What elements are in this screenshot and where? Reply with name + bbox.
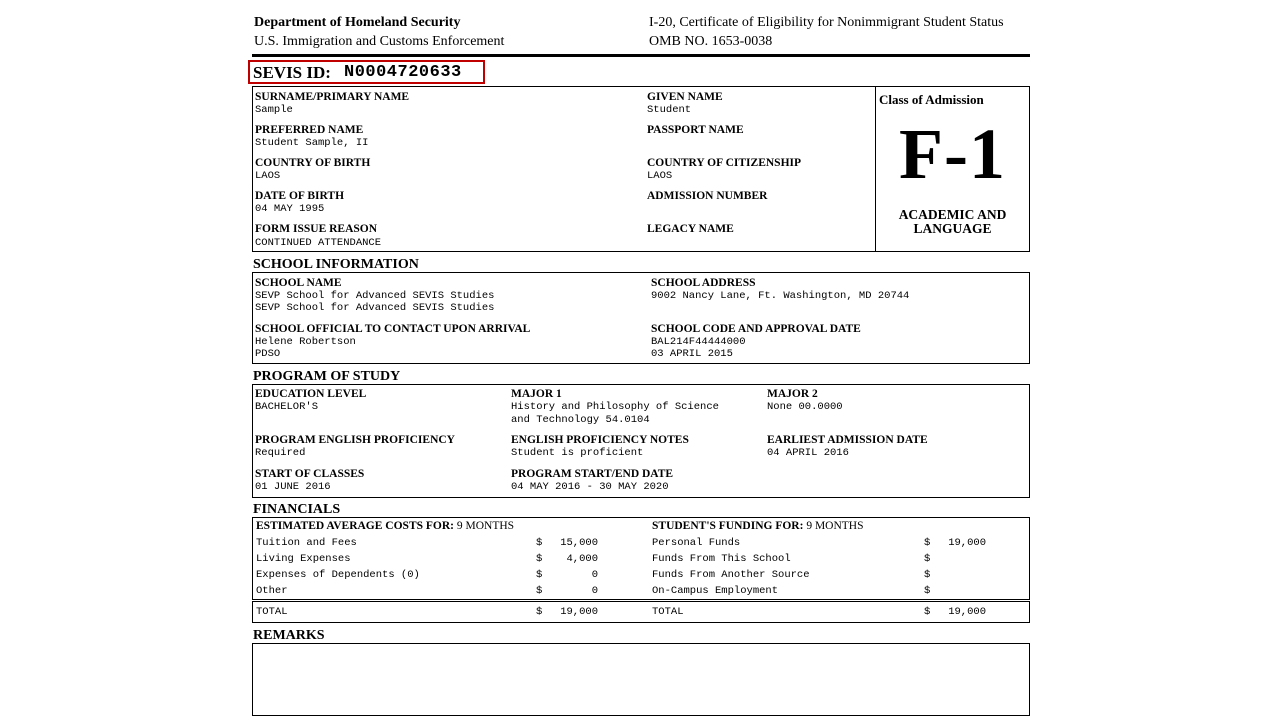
school-info-box <box>252 272 1030 364</box>
funding-row-amount: 19,000 <box>948 537 986 549</box>
cost-row-currency: $ <box>536 553 543 565</box>
major1-label: MAJOR 1 <box>511 388 562 400</box>
school-approval-date: 03 APRIL 2015 <box>651 348 733 360</box>
cost-row-label: Other <box>256 585 288 597</box>
english-notes-label: ENGLISH PROFICIENCY NOTES <box>511 434 689 446</box>
school-name-value-2: SEVP School for Advanced SEVIS Studies <box>255 302 495 314</box>
funding-total-label: TOTAL <box>652 606 684 618</box>
agency-name: Department of Homeland Security <box>254 15 461 30</box>
surname-value: Sample <box>255 104 293 116</box>
sub-agency-name: U.S. Immigration and Customs Enforcement <box>254 34 505 49</box>
start-of-classes-label: START OF CLASSES <box>255 468 365 480</box>
earliest-admission-value: 04 APRIL 2016 <box>767 447 849 459</box>
education-level-value: BACHELOR'S <box>255 401 319 413</box>
program-dates-value: 04 MAY 2016 - 30 MAY 2020 <box>511 481 669 493</box>
cost-row-currency: $ <box>536 585 543 597</box>
preferred-name-label: PREFERRED NAME <box>255 124 364 136</box>
admission-number-label: ADMISSION NUMBER <box>647 190 768 202</box>
funding-row-currency: $ <box>924 585 931 597</box>
country-of-birth-value: LAOS <box>255 170 281 182</box>
legacy-name-label: LEGACY NAME <box>647 223 734 235</box>
school-info-title: SCHOOL INFORMATION <box>253 257 419 272</box>
school-code-label: SCHOOL CODE AND APPROVAL DATE <box>651 323 861 335</box>
date-of-birth-value: 04 MAY 1995 <box>255 203 325 215</box>
sevis-id-value: N0004720633 <box>344 63 462 82</box>
cost-row-amount: 0 <box>591 585 598 597</box>
funding-row-currency: $ <box>924 569 931 581</box>
costs-header <box>256 520 514 532</box>
cost-row-amount: 4,000 <box>566 553 598 565</box>
financials-title: FINANCIALS <box>253 502 341 517</box>
program-dates-label: PROGRAM START/END DATE <box>511 468 674 480</box>
country-of-birth-label: COUNTRY OF BIRTH <box>255 157 371 169</box>
funding-row-label: Personal Funds <box>652 537 741 549</box>
date-of-birth-label: DATE OF BIRTH <box>255 190 345 202</box>
major2-value: None 00.0000 <box>767 401 843 413</box>
country-of-citizenship-value: LAOS <box>647 170 673 182</box>
funding-total-currency: $ <box>924 606 931 618</box>
costs-total-label: TOTAL <box>256 606 288 618</box>
major1-value-2: and Technology 54.0104 <box>511 414 650 426</box>
class-of-admission-title: Class of Admission <box>879 92 984 107</box>
school-name-value-1: SEVP School for Advanced SEVIS Studies <box>255 290 495 302</box>
cost-row-currency: $ <box>536 537 543 549</box>
major1-value-1: History and Philosophy of Science <box>511 401 719 413</box>
visa-class-value: F-1 <box>899 114 1006 194</box>
remarks-box <box>252 643 1030 716</box>
omb-number: OMB NO. 1653-0038 <box>649 34 773 49</box>
school-code-value: BAL214F44444000 <box>651 336 746 348</box>
funding-row-label: On-Campus Employment <box>652 585 779 597</box>
costs-total-currency: $ <box>536 606 543 618</box>
cost-row-label: Living Expenses <box>256 553 351 565</box>
funding-row-label: Funds From This School <box>652 553 791 565</box>
school-official-label: SCHOOL OFFICIAL TO CONTACT UPON ARRIVAL <box>255 323 531 335</box>
costs-total-amount: 19,000 <box>560 606 598 618</box>
cost-row-label: Expenses of Dependents (0) <box>256 569 420 581</box>
cost-row-currency: $ <box>536 569 543 581</box>
funding-row-currency: $ <box>924 537 931 549</box>
cost-row-amount: 15,000 <box>560 537 598 549</box>
passport-name-label: PASSPORT NAME <box>647 124 744 136</box>
class-category-line2: LANGUAGE <box>913 221 992 236</box>
financials-total-box <box>252 601 1030 623</box>
preferred-name-value: Student Sample, II <box>255 137 369 149</box>
header-rule <box>252 54 1030 57</box>
funding-header-period: 9 MONTHS <box>806 520 864 532</box>
funding-header-label: STUDENT'S FUNDING FOR: <box>652 520 804 532</box>
cost-row-amount: 0 <box>591 569 598 581</box>
english-proficiency-label: PROGRAM ENGLISH PROFICIENCY <box>255 434 455 446</box>
english-notes-value: Student is proficient <box>511 447 644 459</box>
costs-header-label: ESTIMATED AVERAGE COSTS FOR: <box>256 520 454 532</box>
school-official-name: Helene Robertson <box>255 336 356 348</box>
major2-label: MAJOR 2 <box>767 388 818 400</box>
earliest-admission-label: EARLIEST ADMISSION DATE <box>767 434 928 446</box>
school-official-title: PDSO <box>255 348 281 360</box>
form-issue-reason-value: CONTINUED ATTENDANCE <box>255 237 382 249</box>
country-of-citizenship-label: COUNTRY OF CITIZENSHIP <box>647 157 802 169</box>
sevis-id-label: SEVIS ID: <box>253 63 331 82</box>
school-address-value: 9002 Nancy Lane, Ft. Washington, MD 20744 <box>651 290 910 302</box>
funding-row-currency: $ <box>924 553 931 565</box>
form-issue-reason-label: FORM ISSUE REASON <box>255 223 378 235</box>
surname-label: SURNAME/PRIMARY NAME <box>255 91 410 103</box>
given-name-value: Student <box>647 104 692 116</box>
funding-row-label: Funds From Another Source <box>652 569 810 581</box>
start-of-classes-value: 01 JUNE 2016 <box>255 481 331 493</box>
funding-total-amount: 19,000 <box>948 606 986 618</box>
school-name-label: SCHOOL NAME <box>255 277 342 289</box>
education-level-label: EDUCATION LEVEL <box>255 388 367 400</box>
school-address-label: SCHOOL ADDRESS <box>651 277 756 289</box>
remarks-title: REMARKS <box>253 628 325 643</box>
funding-header <box>652 520 864 532</box>
english-proficiency-value: Required <box>255 447 306 459</box>
costs-header-period: 9 MONTHS <box>456 520 515 532</box>
class-category-line1: ACADEMIC AND <box>898 207 1007 222</box>
form-title: I-20, Certificate of Eligibility for Nonimmigrant Student Status <box>649 15 1004 30</box>
header-agency-block <box>254 13 614 51</box>
cost-row-label: Tuition and Fees <box>256 537 357 549</box>
program-of-study-title: PROGRAM OF STUDY <box>253 369 401 384</box>
given-name-label: GIVEN NAME <box>647 91 723 103</box>
header-form-block <box>649 13 1049 51</box>
